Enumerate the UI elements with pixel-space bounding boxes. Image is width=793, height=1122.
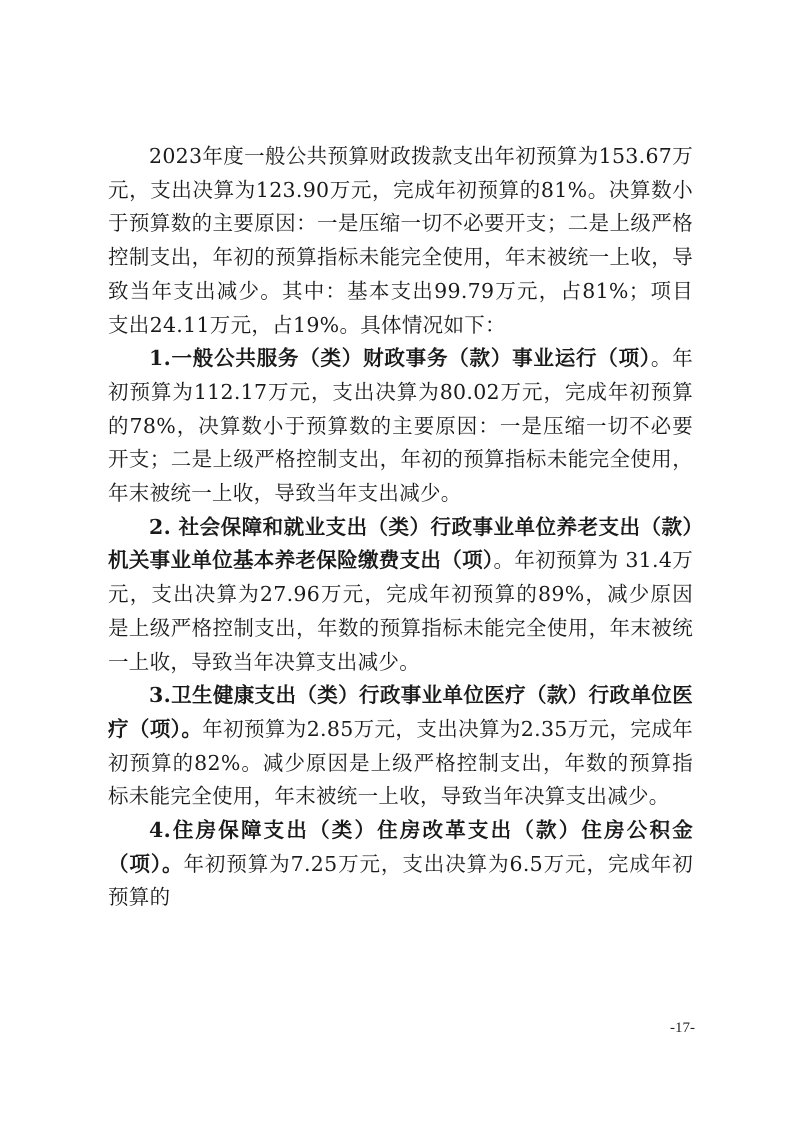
paragraph-item-4-text: 年初预算为7.25万元，支出决算为6.5万元，完成年初预算的 [108, 851, 693, 910]
paragraph-item-2-heading: 2. 社会保障和就业支出（类）行政事业单位养老支出（款）机关事业单位基本养老保险缴费支出（项） [108, 514, 693, 573]
page-number: -17- [670, 1020, 695, 1036]
paragraph-item-2 [108, 511, 693, 680]
paragraph-item-4 [108, 814, 693, 915]
paragraph-item-2-text: 。年初预算为 31.4万元，支出决算为27.96万元，完成年初预算的89%，减少原因是上级严格控制支出，年数的预算指标未能完全使用，年末被统一上收，导致当年决算支出减少。 [108, 548, 693, 674]
paragraph-summary [108, 140, 693, 342]
paragraph-item-3-heading: 3.卫生健康支出（类）行政事业单位医疗（款）行政单位医疗（项）。 [108, 683, 693, 741]
document-body [108, 140, 693, 915]
paragraph-item-3 [108, 679, 693, 814]
paragraph-item-4-heading: 4.住房保障支出（类）住房改革支出（款）住房公积金（项）。 [108, 818, 693, 876]
paragraph-item-3-text: 年初预算为2.85万元，支出决算为2.35万元，完成年初预算的82%。减少原因是上级严格控制支出，年数的预算指标未能完全使用，年末被统一上收，导致当年决算支出减少。 [108, 716, 694, 809]
paragraph-item-1 [108, 342, 693, 511]
paragraph-summary-text: 2023年度一般公共预算财政拨款支出年初预算为153.67万元，支出决算为123.90万元，完成年初预算的81%。决算数小于预算数的主要原因：一是压缩一切不必要开支；二是上级严格控制支出，年初的预算指标未能完全使用，年末被统一上收，导致当年支出减少。其中：基本支出99.79万元，占81%；项目支出24.11万元，占19%。具体情况如下： [108, 144, 693, 337]
paragraph-item-1-text: 。年初预算为112.17万元，支出决算为80.02万元，完成年初预算的78%，决算数小于预算数的主要原因：一是压缩一切不必要开支；二是上级严格控制支出，年初的预算指标未能完全使用，年末被统一上收，导致当年支出减少。 [108, 346, 693, 506]
paragraph-item-1-heading: 1.一般公共服务（类）财政事务（款）事业运行（项） [149, 346, 651, 371]
